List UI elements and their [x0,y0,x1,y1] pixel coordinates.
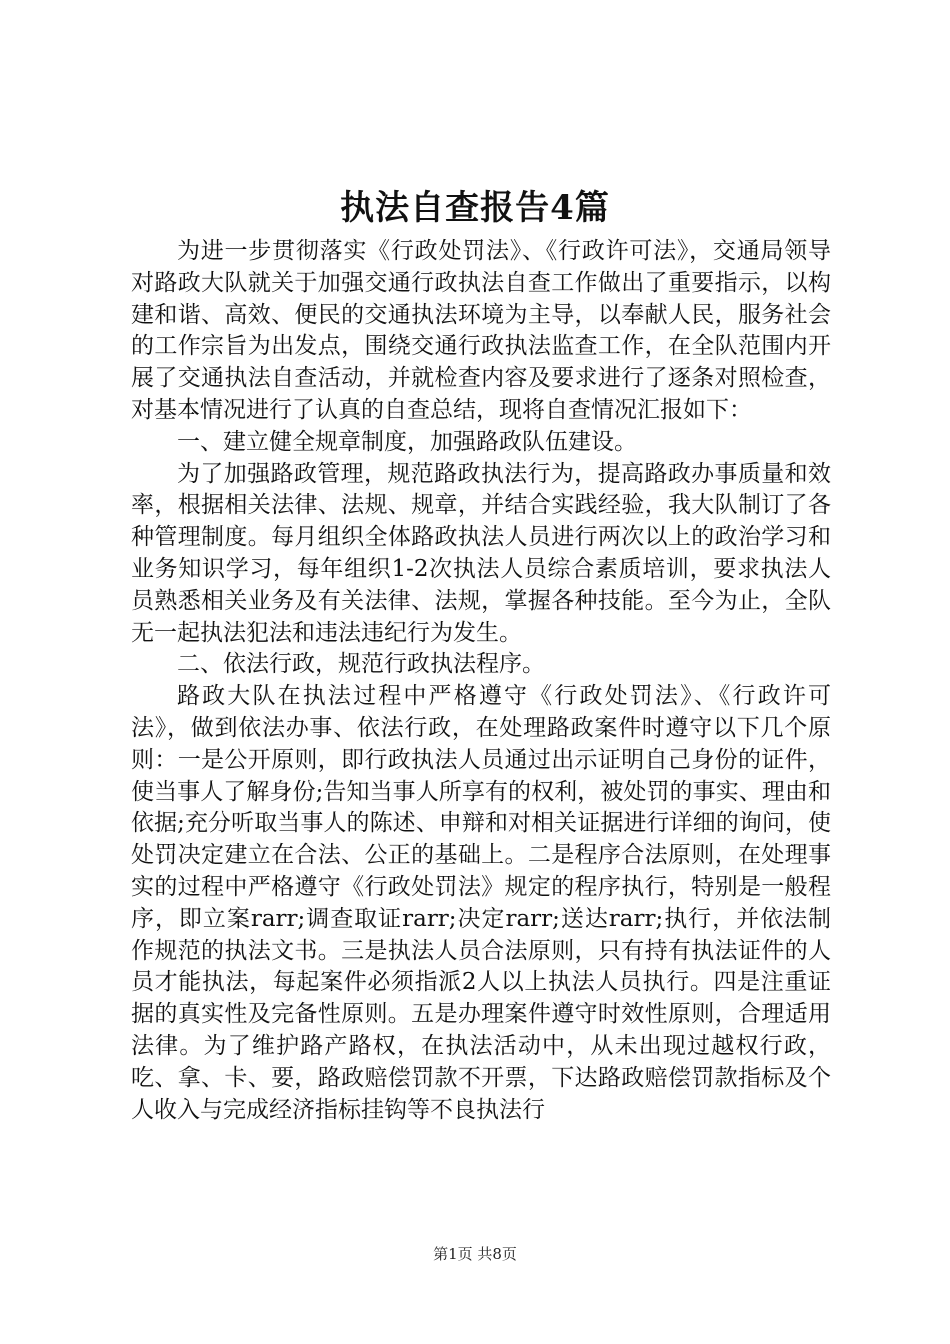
paragraph-section-2: 路政大队在执法过程中严格遵守《行政处罚法》、《行政许可法》，做到依法办事、依法行政，在处理路政案件时遵守以下几个原则：一是公开原则，即行政执法人员通过出示证明自己身份的证件，使当事人了解身份;告知当事人所享有的权利，被处罚的事实、理由和依据;充分听取当事人的陈述、申辩和对相关证据进行详细的询问，使处罚决定建立在合法、公正的基础上。二是程序合法原则，在处理事实的过程中严格遵守《行政处罚法》规定的程序执行，特别是一般程序，即立案rarr;调查取证rarr;决定rarr;送达rarr;执行，并依法制作规范的执法文书。三是执法人员合法原则，只有持有执法证件的人员才能执法，每起案件必须指派2人以上执法人员执行。四是注重证据的真实性及完备性原则。五是办理案件遵守时效性原则，合理适用法律。为了维护路产路权，在执法活动中，从未出现过越权行政，吃、拿、卡、要，路政赔偿罚款不开票，下达路政赔偿罚款指标及个人收入与完成经济指标挂钩等不良执法行 [131,683,831,1123]
section-heading-2: 二、依法行政，规范行政执法程序。 [177,651,545,678]
section-heading-1: 一、建立健全规章制度，加强路政队伍建设。 [177,428,637,455]
document-body [131,236,831,1126]
page-footer: 第1页 共8页 [433,1245,517,1263]
paragraph-intro: 为进一步贯彻落实《行政处罚法》、《行政许可法》，交通局领导对路政大队就关于加强交通行政执法自查工作做出了重要指示，以构建和谐、高效、便民的交通执法环境为主导，以奉献人民，服务社会的工作宗旨为出发点，围绕交通行政执法监查工作，在全队范围内开展了交通执法自查活动，并就检查内容及要求进行了逐条对照检查，对基本情况进行了认真的自查总结，现将自查情况汇报如下： [131,238,831,423]
document-title: 执法自查报告4篇 [340,188,610,228]
paragraph-section-1: 为了加强路政管理，规范路政执法行为，提高路政办事质量和效率，根据相关法律、法规、规章，并结合实践经验，我大队制订了各种管理制度。每月组织全体路政执法人员进行两次以上的政治学习和业务知识学习，每年组织1-2次执法人员综合素质培训，要求执法人员熟悉相关业务及有关法律、法规，掌握各种技能。至今为止，全队无一起执法犯法和违法违纪行为发生。 [131,460,831,646]
